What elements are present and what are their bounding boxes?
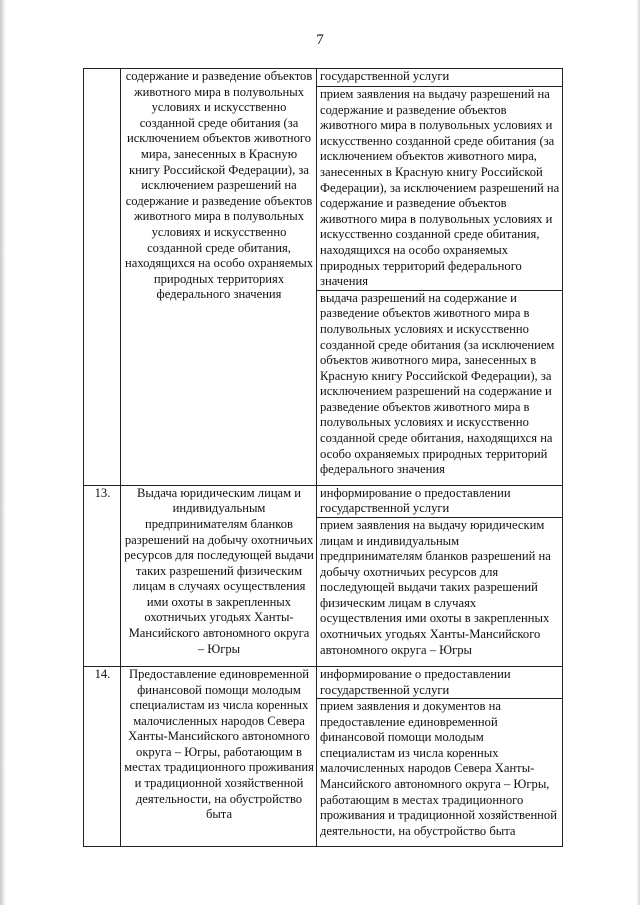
subservice-cell: выдача разрешений на содержание и разведение объектов животного мира в полувольных условиях и искусственно созданной среде обитания (за исключением объектов животного мира, занесенных в Красную книгу Российской Федерации), за исключением разрешений на содержание и разведение объектов животного мира в полувольных условиях и искусственно созданной среде обитания, находящихся на особо охраняемых природных территорий федерального значения xyxy=(317,290,563,485)
table-row xyxy=(84,485,563,517)
page-number: 7 xyxy=(316,32,324,48)
services-table xyxy=(83,68,563,847)
subservice-cell: прием заявления на выдачу разрешений на содержание и разведение объектов животного мира в полувольных условиях и искусственно созданной среде обитания (за исключением объектов животного мира, занесенных в Красную книгу Российской Федерации), за исключением разрешений на содержание и разведение объектов животного мира в полувольных условиях и искусственно созданной среде обитания, находящихся на особо охраняемых природных территорий федерального значения xyxy=(317,87,563,291)
table-row xyxy=(84,666,563,698)
row-number: 13. xyxy=(84,485,121,666)
row-number xyxy=(84,69,121,486)
scan-right-edge xyxy=(636,0,640,905)
service-name: Выдача юридическим лицам и индивидуальным предпринимателям бланков разрешений на добычу охотничьих ресурсов для последующей выдачи таких разрешений физическим лицам в случаях осуществления ими охоты в закрепленных охотничьих угодьях Ханты-Мансийского автономного округа – Югры xyxy=(121,485,317,666)
subservice-cell: информирование о предоставлении государственной услуги xyxy=(317,485,563,517)
scan-left-edge xyxy=(0,0,6,905)
subservice-cell: прием заявления и документов на предоставление единовременной финансовой помощи молодым специалистам из числа коренных малочисленных народов Севера Ханты-Мансийского автономного округа – Югры, работающим в местах традиционного проживания и традиционной хозяйственной деятельности, на обустройство быта xyxy=(317,699,563,847)
service-name: Предоставление единовременной финансовой помощи молодым специалистам из числа коренных малочисленных народов Севера Ханты-Мансийского автономного округа – Югры, работающим в местах традиционного проживания и традиционной хозяйственной деятельности, на обустройство быта xyxy=(121,666,317,846)
table-row xyxy=(84,69,563,87)
subservice-cell: государственной услуги xyxy=(317,69,563,87)
service-name: содержание и разведение объектов животного мира в полувольных условиях и искусственно созданной среде обитания (за исключением объектов животного мира, занесенных в Красную книгу Российской Федерации), за исключением разрешений на содержание и разведение объектов животного мира в полувольных условиях и искусственно созданной среде обитания, находящихся на особо охраняемых природных территориях федерального значения xyxy=(121,69,317,486)
subservice-cell: прием заявления на выдачу юридическим лицам и индивидуальным предпринимателям бланков разрешений на добычу охотничьих ресурсов для последующей выдачи таких разрешений физическим лицам в случаях осуществления ими охоты в закрепленных охотничьих угодьях Ханты-Мансийского автономного округа – Югры xyxy=(317,517,563,666)
subservice-cell: информирование о предоставлении государственной услуги xyxy=(317,666,563,698)
row-number: 14. xyxy=(84,666,121,846)
